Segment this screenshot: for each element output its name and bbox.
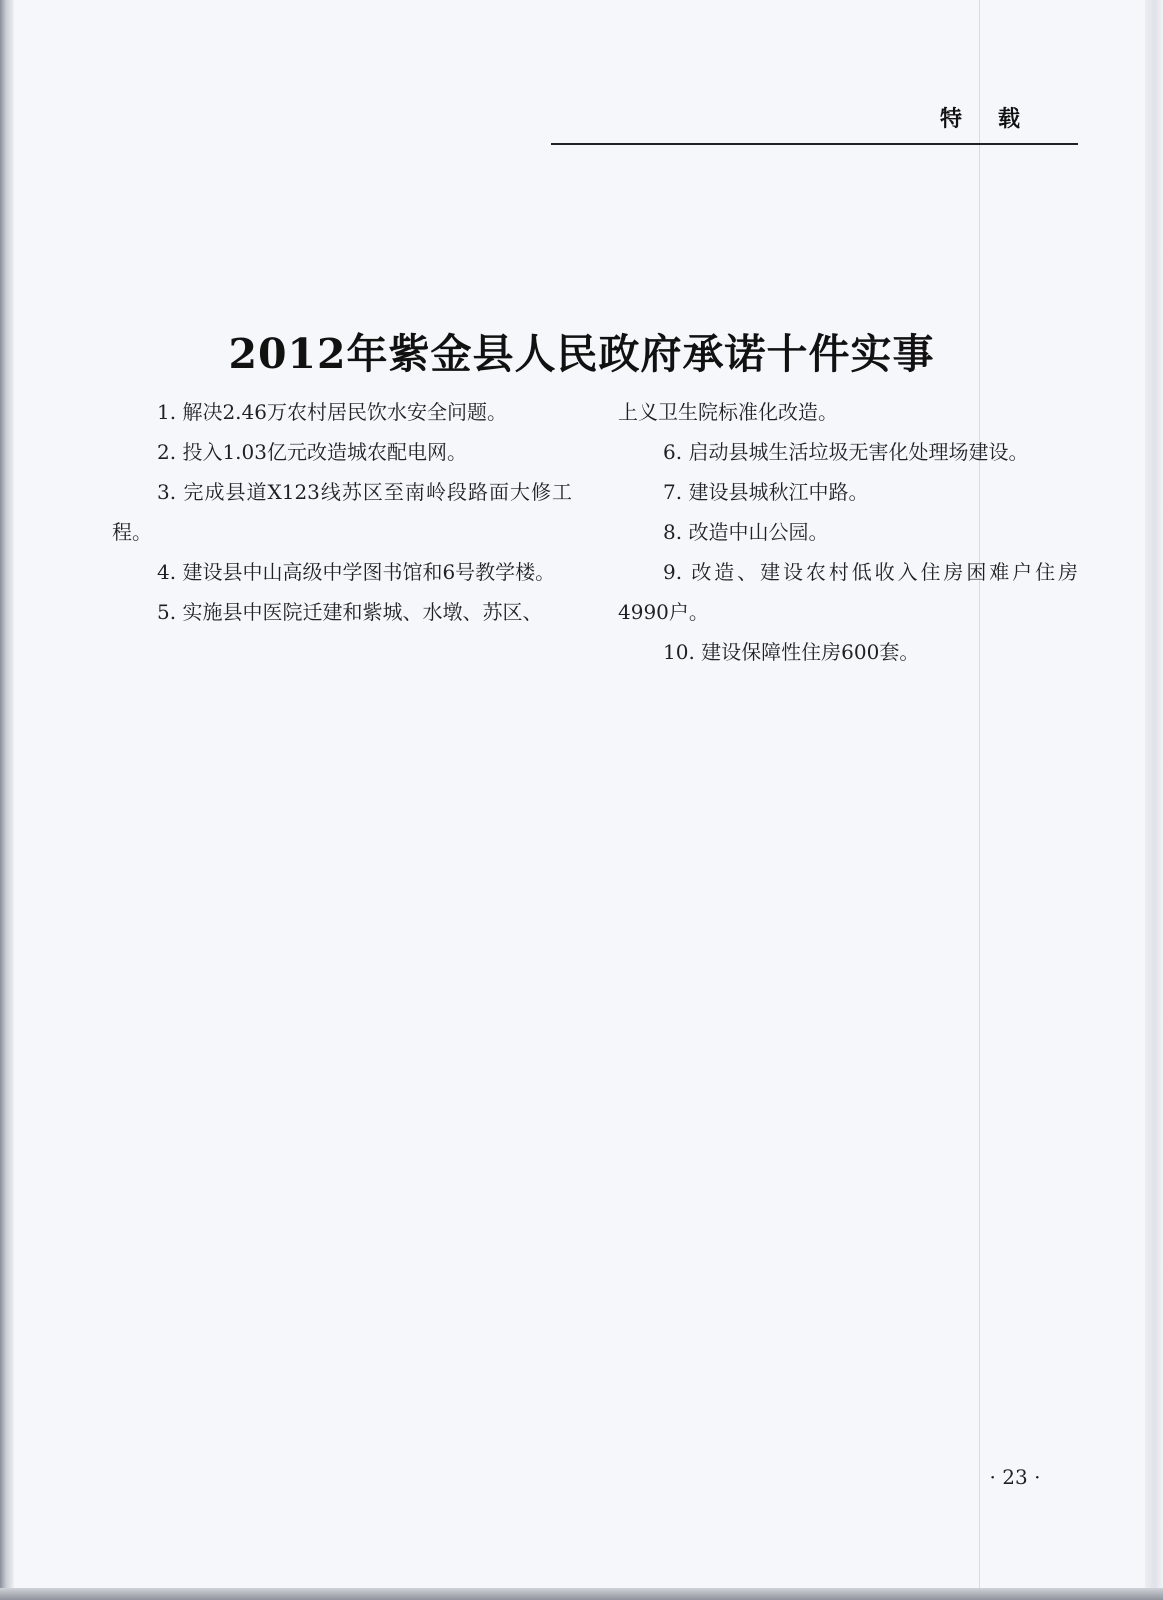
scan-left-edge — [0, 0, 14, 1600]
list-item: 8. 改造中山公园。 — [663, 520, 829, 544]
list-item: 10. 建设保障性住房600套。 — [663, 640, 920, 664]
right-column — [618, 392, 1078, 672]
list-item: 1. 解决2.46万农村居民饮水安全问题。 — [157, 400, 507, 424]
list-item: 7. 建设县城秋江中路。 — [663, 480, 869, 504]
list-item: 3. 完成县道X123线苏区至南岭段路面大修工程。 — [112, 480, 572, 544]
header-rule — [551, 143, 1078, 145]
list-item: 5. 实施县中医院迁建和紫城、水墩、苏区、 — [157, 600, 543, 624]
page-number: · 23 · — [989, 1465, 1041, 1489]
left-column — [112, 392, 572, 632]
scan-crease-line — [979, 0, 980, 1600]
list-item: 4. 建设县中山高级中学图书馆和6号教学楼。 — [157, 560, 556, 584]
list-item: 9. 改造、建设农村低收入住房困难户住房4990户。 — [618, 560, 1078, 624]
document-title: 2012年紫金县人民政府承诺十件实事 — [228, 330, 935, 379]
section-header: 特载 — [940, 107, 1057, 132]
scan-right-fold — [1145, 0, 1163, 1600]
list-item-continuation: 上义卫生院标准化改造。 — [618, 400, 838, 424]
scan-bottom-edge — [0, 1588, 1163, 1600]
list-item: 6. 启动县城生活垃圾无害化处理场建设。 — [663, 440, 1029, 464]
list-item: 2. 投入1.03亿元改造城农配电网。 — [157, 440, 467, 464]
